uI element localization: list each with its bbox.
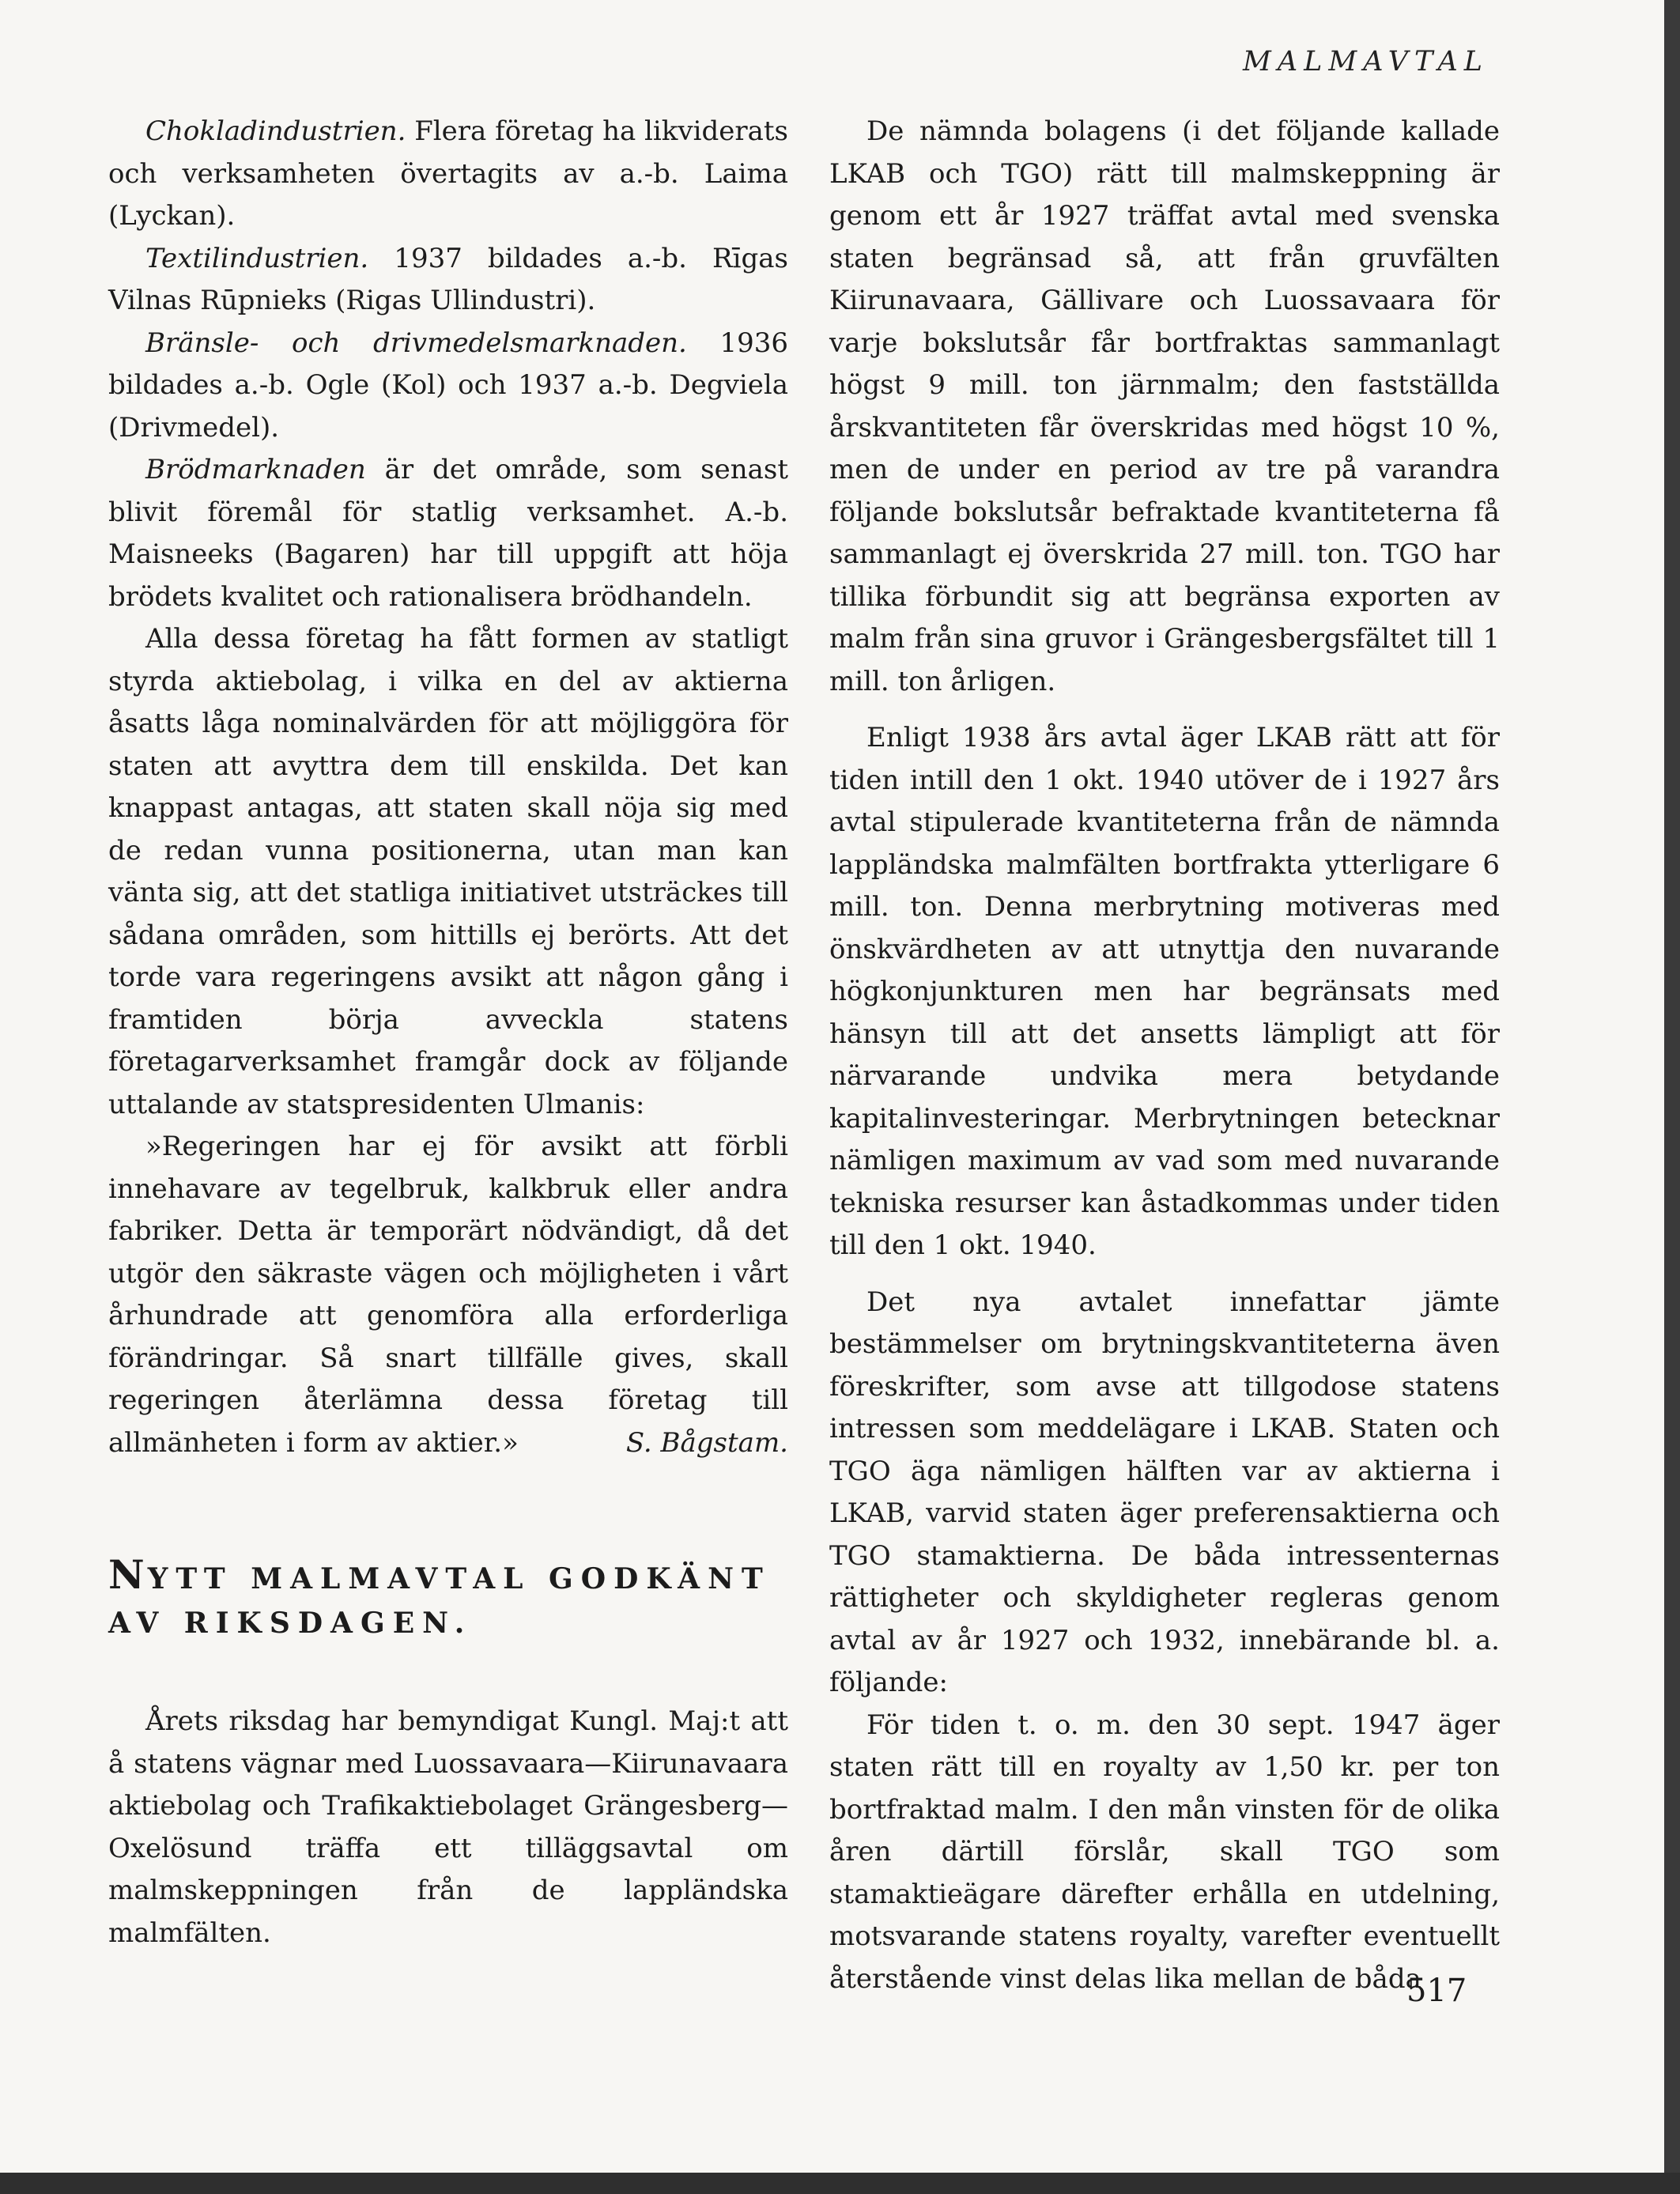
heading-initial: N [108,1551,148,1598]
paragraph-term: Chokladindustrien. [145,115,406,147]
paragraph-1938-agreement: Enligt 1938 års avtal äger LKAB rätt att för tiden intill den 1 okt. 1940 utöver de i 1927 års avtal stipulerade kvantiteterna från de nämnda lappländska malmfälten bortfrakta ytterligare 6 mill. ton. Denna merbrytning motiveras med önskvärdheten av att utnyttja den nuvarande högkonjunkturen men har begränsats med hänsyn till att det ansetts lämpligt att för närvarande undvika mera betydande kapitalinvesteringar. Merbrytningen betecknar nämligen maximum av vad som med nuvarande tekniska resurser kan åstadkommas under tiden till den 1 okt. 1940. [829,722,1500,1261]
paragraph-text: 1936 bildades a.-b. Ogle (Kol) och 1937 a.-b. Degviela (Drivmedel). [108,327,788,444]
paragraph-royalty: För tiden t. o. m. den 30 sept. 1947 äger staten rätt till en royalty av 1,50 kr. per ton bortfraktad malm. I den mån vinsten för de olika åren därtill förslår, skall TGO som stamaktieägare därefter erhålla en utdelning, motsvarande statens royalty, varefter eventuellt återstående vinst delas lika mellan de båda [829,1709,1500,1995]
paragraph-shipping-rights: De nämnda bolagens (i det följande kallade LKAB och TGO) rätt till malmskeppning är genom ett år 1927 träffat avtal med svenska staten begränsad så, att från gruvfälten Kiirunavaara, Gällivare och Luossavaara för varje bokslutsår får bortfraktas sammanlagt högst 9 mill. ton järnmalm; den fastställda årskvantiteten får överskridas med högst 10 %, men de under en period av tre på varandra följande bokslutsår befraktade kvantiteterna få sammanlagt ej överskrida 27 mill. ton. TGO har tillika förbundit sig att begränsa exporten av malm från sina gruvor i Grängesbergsfältet till 1 mill. ton årligen. [829,115,1500,697]
paragraph-state-companies: Alla dessa företag ha fått formen av statligt styrda aktiebolag, i vilka en del av aktierna åsatts låga nominalvärden för att möjliggöra för staten att avyttra dem till enskilda. Det kan knappast antagas, att staten skall nöja sig med de redan vunna positionerna, utan man kan vänta sig, att det statliga initiativet utsträckes till sådana områden, som hittills ej berörts. Att det torde vara regeringens avsikt att någon gång i framtiden börja avveckla statens företagarverksamhet framgår dock av följande uttalande av statspresidenten Ulmanis: [108,623,788,1120]
paragraph-term: Bränsle- och drivmedelsmarknaden. [145,327,687,359]
paragraph-bread-market [108,449,788,618]
heading-text: YTT MALMAVTAL GODKÄNT AV RIKSDAGEN. [108,1562,771,1640]
right-column [829,111,1500,2000]
paragraph-ulmanis-quote [108,1126,788,1464]
scan-edge-bottom [0,2173,1680,2194]
left-column [108,111,788,1954]
paragraph-text: 1937 bildades a.-b. Rīgas Vilnas Rūpnieks (Rigas Ullindustri). [108,242,788,316]
scan-edge-right [1664,0,1680,2194]
paragraph-riksdag: Årets riksdag har bemyndigat Kungl. Maj:t att å statens vägnar med Luossavaara—Kiirunavaara aktiebolag och Trafikaktiebolaget Grängesberg—Oxelösund träffa ett tilläggsavtal om malmskeppningen från de lappländska malmfälten. [108,1705,788,1949]
paragraph-text: är det område, som senast blivit föremål för statlig verksamhet. A.-b. Maisneeks (Bagaren) har till uppgift att höja brödets kvalitet och rationalisera brödhandeln. [108,454,788,613]
paragraph-term: Brödmarknaden [145,454,366,485]
paragraph-textile-industry [108,238,788,323]
paragraph-term: Textilindustrien. [145,242,369,274]
page-number: 517 [1406,1973,1467,2009]
author-signature: S. Bågstam. [625,1426,788,1459]
paragraph-chocolate-industry [108,111,788,238]
article-heading [108,1553,788,1645]
paragraph-text: Flera företag ha likviderats och verksamheten övertagits av a.-b. Laima (Lyckan). [108,115,788,232]
running-head: MALMAVTAL [1243,46,1489,77]
paragraph-new-agreement: Det nya avtalet innefattar jämte bestämmelser om brytningskvantiteterna även föreskrifter, som avse att tillgodose statens intressen som meddelägare i LKAB. Staten och TGO äga nämligen hälften var av aktierna i LKAB, varvid staten äger preferensaktierna och TGO stamaktierna. De båda intressenternas rättigheter och skyldigheter regleras genom avtal av år 1927 och 1932, innebärande bl. a. följande: [829,1286,1500,1698]
quote-text: »Regeringen har ej för avsikt att förbli innehavare av tegelbruk, kalkbruk eller andra fabriker. Detta är temporärt nödvändigt, då det utgör den säkraste vägen och möjligheten i vårt århundrade att genomföra alla erforderliga förändringar. Så snart tillfälle gives, skall regeringen återlämna dessa företag till allmänheten i form av aktier.» [108,1131,788,1459]
paragraph-fuel-market [108,323,788,450]
